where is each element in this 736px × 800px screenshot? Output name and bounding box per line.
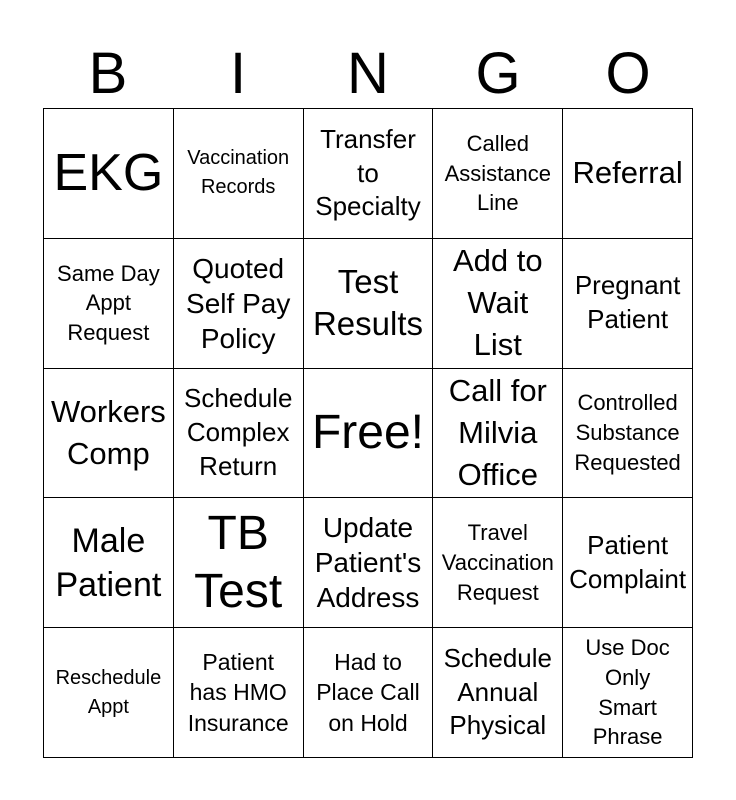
bingo-board xyxy=(43,108,693,758)
header-letter-g: G xyxy=(475,41,521,106)
cell-text: EKG xyxy=(53,144,164,203)
bingo-header xyxy=(43,42,693,106)
bingo-cell[interactable] xyxy=(563,239,693,369)
bingo-cell[interactable] xyxy=(563,628,693,758)
bingo-cell[interactable] xyxy=(563,498,693,628)
cell-text: Called Assistance Line xyxy=(444,130,551,216)
bingo-cell[interactable] xyxy=(433,239,563,369)
bingo-cell[interactable] xyxy=(433,109,563,239)
cell-text: Controlled Substance Requested xyxy=(574,390,681,475)
bingo-cell[interactable] xyxy=(44,628,174,758)
bingo-cell[interactable] xyxy=(174,109,304,239)
cell-text: Call for Milvia Office xyxy=(448,373,547,492)
bingo-cell[interactable] xyxy=(44,239,174,369)
cell-text: Patient Complaint xyxy=(569,529,687,594)
bingo-cell[interactable] xyxy=(433,498,563,628)
bingo-cell[interactable] xyxy=(563,369,693,499)
cell-text: Travel Vaccination Request xyxy=(441,520,554,605)
cell-text: Transfer to Specialty xyxy=(315,123,421,222)
bingo-cell[interactable] xyxy=(174,369,304,499)
bingo-cell[interactable] xyxy=(304,498,434,628)
header-letter-n: N xyxy=(347,41,389,106)
cell-text: Workers Comp xyxy=(50,394,166,471)
cell-text: Update Patient's Address xyxy=(314,512,422,614)
cell-text: Test Results xyxy=(312,262,424,343)
bingo-cell[interactable] xyxy=(174,239,304,369)
bingo-cell[interactable] xyxy=(304,628,434,758)
bingo-cell[interactable] xyxy=(44,369,174,499)
cell-text: Patient has HMO Insurance xyxy=(187,649,289,736)
header-letter-b: B xyxy=(88,41,128,106)
cell-text: Male Patient xyxy=(55,521,162,604)
cell-text: Use Doc Only Smart Phrase xyxy=(585,635,670,750)
cell-text: Vaccination Records xyxy=(187,147,290,199)
cell-text: Referral xyxy=(572,155,683,191)
bingo-cell[interactable] xyxy=(304,239,434,369)
cell-text: Same Day Appt Request xyxy=(57,260,160,346)
header-letter-i: I xyxy=(229,41,247,106)
cell-text: Pregnant Patient xyxy=(574,270,681,335)
free-space-cell[interactable] xyxy=(304,369,434,499)
bingo-cell[interactable] xyxy=(44,109,174,239)
cell-text: Schedule Complex Return xyxy=(183,383,293,481)
bingo-cell[interactable] xyxy=(174,628,304,758)
cell-text: Reschedule Appt xyxy=(55,666,162,718)
bingo-cell[interactable] xyxy=(433,369,563,499)
bingo-cell[interactable] xyxy=(304,109,434,239)
cell-text: Had to Place Call on Hold xyxy=(316,649,420,736)
cell-text: Add to Wait List xyxy=(452,243,543,363)
cell-text: TB Test xyxy=(194,507,283,618)
bingo-cell[interactable] xyxy=(563,109,693,239)
bingo-cell[interactable] xyxy=(44,498,174,628)
header-letter-o: O xyxy=(605,41,651,106)
free-space-text: Free! xyxy=(311,406,424,460)
bingo-cell[interactable] xyxy=(433,628,563,758)
cell-text: Quoted Self Pay Policy xyxy=(186,252,291,354)
bingo-cell[interactable] xyxy=(174,498,304,628)
cell-text: Schedule Annual Physical xyxy=(443,642,552,741)
